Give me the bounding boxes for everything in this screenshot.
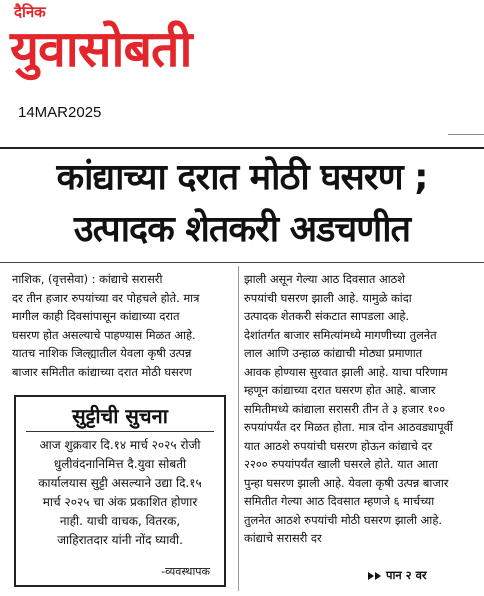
article-line: कांद्याचे सरासरी दर (244, 531, 322, 545)
article-line: समितीमध्ये कांद्याला सरासरी तीन ते ३ हजार १०० (244, 401, 446, 416)
article-line: समितीत गेल्या आठ दिवसात म्हणजे ६ मार्चच्या (244, 494, 435, 508)
article-line: २२०० रुपयांपर्यंत खाली घसरले होते. यात आता (244, 457, 438, 471)
notice-body (16, 432, 224, 550)
article-line: म्हणून कांद्याच्या दरात घसरण होत आहे. बाजार (244, 383, 436, 397)
article-line: दर तीन हजार रुपयांच्या वर पोहचले होते. मात्र (12, 290, 200, 305)
article-line: रुपयांची घसरण झाली आहे. यामुळे कांदा (244, 290, 412, 305)
headline (0, 152, 484, 256)
holiday-notice-box (14, 395, 226, 587)
article-line: झाली असून गेल्या आठ दिवसात आठशे (244, 272, 405, 286)
article-line: बाजार समितीत कांद्याच्या दरात मोठी घसरण (12, 364, 192, 379)
issue-date: 14MAR2025 (18, 104, 102, 121)
article-line: घसरण होत असल्याचे पाहण्यास मिळत आहे. (12, 327, 196, 342)
article-line: यात आठशे रुपयांची घसरण होऊन कांद्याचे दर (244, 438, 433, 453)
arrow-right-icon (368, 572, 374, 580)
arrow-right-icon (375, 572, 381, 580)
notice-line: जाहिरातदार यांनी नोंद घ्यावी. (57, 533, 183, 547)
continued-label: पान २ वर (385, 568, 427, 582)
article-line: यातच नाशिक जिल्ह्यातील येवला कृषी उत्पन्न (12, 346, 192, 360)
article-line: रुपयांपर्यंत दर मिळत होता. मात्र दोन आठवड्यापूर्वी (244, 420, 453, 434)
article-right-column (244, 270, 476, 548)
article-line: नाशिक, (वृत्तसेवा) : कांद्याचे सरासरी (12, 272, 163, 286)
article-line: लाल आणि उन्हाळ कांद्याची मोठ्या प्रमाणात (244, 346, 423, 360)
continued-on-page[interactable] (368, 568, 427, 583)
article-line: उत्पादक शेतकरी संकटात सापडला आहे. (244, 309, 410, 323)
newspaper-logo: युवासोबती (10, 20, 192, 78)
article-line: पुन्हा घसरण झाली आहे. येवला कृषी उत्पन्न बाजार (244, 475, 449, 490)
notice-title: सुट्टीची सुचना (72, 404, 168, 428)
notice-line: कार्यालयास सुट्टी असल्याने उद्या दि.१५ (38, 476, 202, 490)
notice-line: धुलीवंदनानिमित्त दै.युवा सोबती (53, 457, 187, 471)
article-line: देशांतर्गत बाजार समित्यांमध्ये मागणीच्या तुलनेत (244, 327, 437, 342)
article-line: तुलनेत आठशे रुपयांची मोठी घसरण झाली आहे. (244, 512, 442, 527)
article-line: मागील काही दिवसांपासून कांद्याच्या दरात (12, 309, 180, 323)
article-line: आवक होण्यास सुरवात झाली आहे. याचा परिणाम (244, 364, 448, 379)
headline-line-2: उत्पादक शेतकरी अडचणीत (73, 209, 411, 250)
notice-line: मार्च २०२५ चा अंक प्रकाशित होणार (42, 495, 198, 509)
notice-line: नाही. याची वाचक, वितरक, (59, 514, 181, 528)
notice-signature: -व्यवस्थापक (161, 565, 210, 578)
top-rule (448, 134, 484, 135)
headline-line-1: कांद्याच्या दरात मोठी घसरण ; (56, 157, 428, 198)
masthead (0, 0, 484, 130)
article-left-column (12, 270, 232, 381)
masthead-daily-label: दैनिक (14, 3, 46, 21)
headline-top-rule (0, 147, 484, 149)
notice-line: आज शुक्रवार दि.१४ मार्च २०२५ रोजी (39, 438, 201, 452)
column-divider (238, 266, 239, 591)
columns-top-rule (0, 262, 484, 263)
